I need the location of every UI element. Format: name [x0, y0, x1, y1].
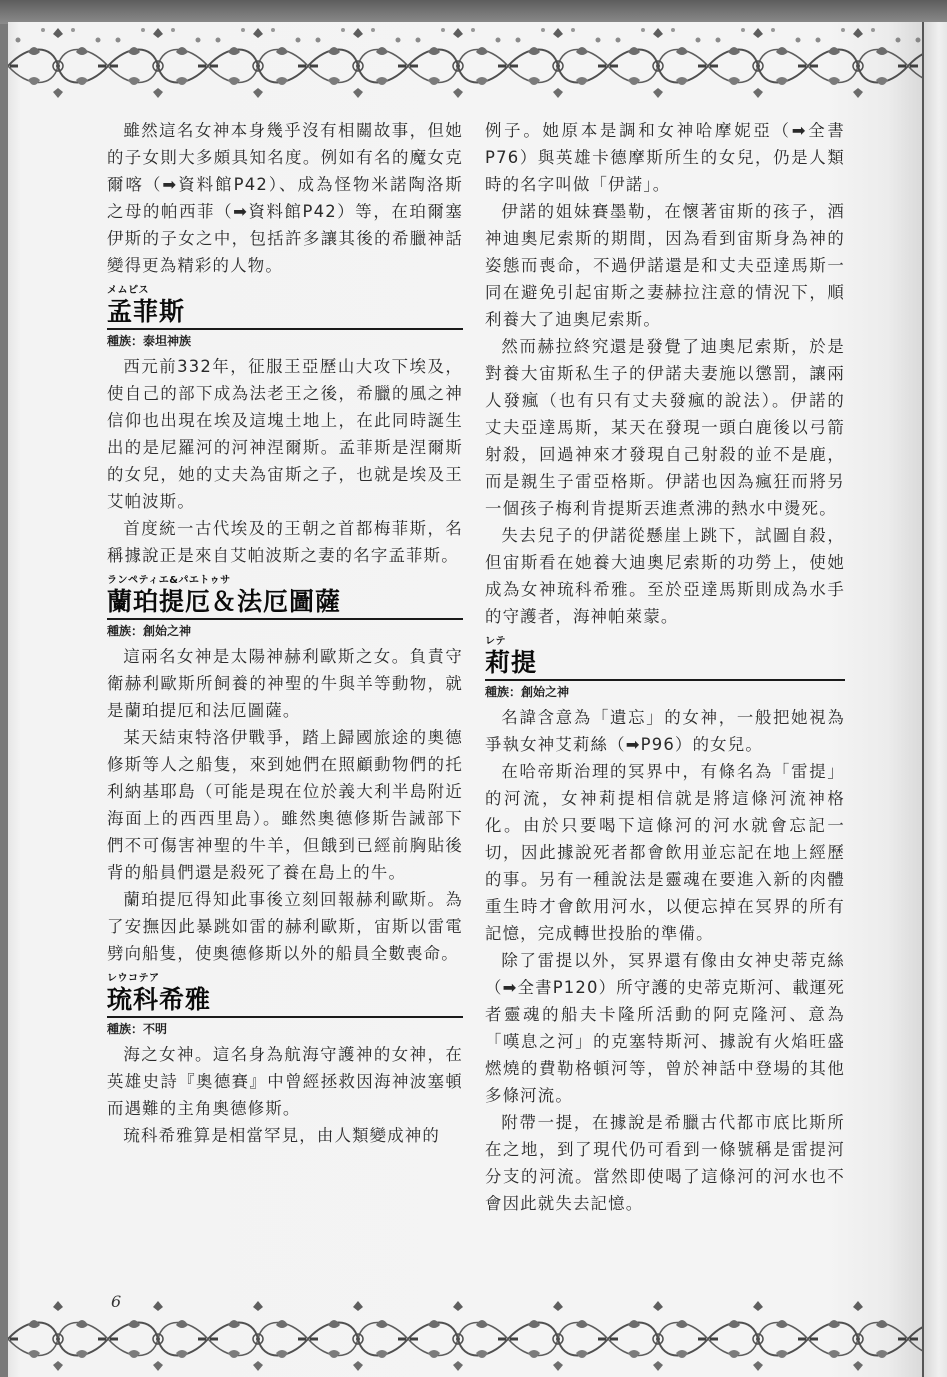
scan-top-shadow	[0, 0, 947, 24]
intro-paragraph: 雖然這名女神本身幾乎沒有相關故事，但她的子女則大多頗具知名度。例如有名的魔女克爾喀（➡資料館P42）、成為怪物米諾陶洛斯之母的帕西菲（➡資料館P42）等，在珀爾塞伊斯的子女之中，包括許多讓其後的希臘神話變得更為精彩的人物。	[107, 121, 463, 275]
entry-race: 種族：創始之神	[485, 685, 570, 699]
entry-paragraph: 某天結束特洛伊戰爭，踏上歸國旅途的奧德修斯等人之船隻，來到她們在照顧動物們的托利納基耶島（可能是現在位於義大利半島附近海面上的西西里島）。雖然奧德修斯告誡部下們不可傷害神聖的牛羊，但餓到已經前胸貼後背的船員們還是殺死了養在島上的牛。	[107, 728, 463, 882]
entry-paragraph: 在哈帝斯治理的冥界中，有條名為「雷提」的河流，女神莉提相信就是將這條河流神格化。由於只要喝下這條河的河水就會忘記一切，因此據說死者都會飲用並忘記在地上經歷的事。另有一種說法是靈魂在要進入新的肉體重生時才會飲用河水，以便忘掉在冥界的所有記憶，完成轉世投胎的準備。	[485, 762, 845, 943]
entry-race: 種族：泰坦神族	[107, 334, 192, 348]
entry-lampetie-phaethusa	[107, 575, 463, 967]
left-column	[107, 117, 463, 1149]
entry-paragraph: 附帶一提，在據說是希臘古代都市底比斯所在之地，到了現代仍可看到一條號稱是雷提河分支的河流。當然即使喝了這條河的河水也不會因此就失去記憶。	[485, 1113, 845, 1213]
entry-paragraph: 海之女神。這名身為航海守護神的女神，在英雄史詩『奧德賽』中曾經拯救因海神波塞頓而遇難的主角奧德修斯。	[107, 1045, 463, 1118]
entry-paragraph: 首度統一古代埃及的王朝之首都梅菲斯，名稱據說正是來自艾帕波斯之妻的名字孟菲斯。	[107, 519, 463, 565]
section-divider	[107, 328, 463, 330]
entry-lethe	[485, 636, 845, 1217]
entry-ruby: ランペティエ&パエトゥサ	[107, 575, 231, 586]
entry-paragraph: 蘭珀提厄得知此事後立刻回報赫利歐斯。為了安撫因此暴跳如雷的赫利歐斯，宙斯以雷電劈向船隻，使奧德修斯以外的船員全數喪命。	[107, 890, 463, 963]
section-divider	[107, 618, 463, 620]
entry-ruby: レウコテア	[107, 973, 160, 984]
entry-race: 種族：創始之神	[107, 624, 192, 638]
entry-ruby: メムピス	[107, 285, 149, 296]
section-divider	[107, 1016, 463, 1018]
entry-title: 孟菲斯	[107, 297, 186, 326]
right-column	[485, 117, 845, 1217]
entry-title: 蘭珀提厄＆法厄圖薩	[107, 587, 342, 616]
entry-paragraph: 這兩名女神是太陽神赫利歐斯之女。負責守衛赫利歐斯所飼養的神聖的牛與羊等動物，就是蘭珀提厄和法厄圖薩。	[107, 647, 463, 720]
continued-paragraph: 伊諾的姐妹賽墨勒，在懷著宙斯的孩子，酒神迪奧尼索斯的期間，因為看到宙斯身為神的姿態而喪命，不過伊諾還是和丈夫亞達馬斯一同在避免引起宙斯之妻赫拉注意的情況下，順利養大了迪奧尼索斯。	[485, 202, 845, 329]
continued-paragraph: 然而赫拉終究還是發覺了迪奧尼索斯，於是對養大宙斯私生子的伊諾夫妻施以懲罰，讓兩人發瘋（也有只有丈夫發瘋的說法）。伊諾的丈夫亞達馬斯，某天在發現一頭白鹿後以弓箭射殺，回過神來才發現自己射殺的並不是鹿，而是親生子雷亞格斯。伊諾也因為瘋狂而將另一個孩子梅利肯提斯丟進煮沸的熱水中燙死。	[485, 337, 845, 518]
entry-leucothea	[107, 973, 463, 1149]
entry-paragraph: 琉科希雅算是相當罕見，由人類變成神的	[123, 1126, 441, 1145]
ornamental-border-top-icon	[8, 22, 922, 100]
ornamental-border-bottom-icon	[8, 1285, 922, 1373]
entry-title: 琉科希雅	[107, 985, 212, 1014]
next-page-edge	[922, 22, 947, 1377]
section-divider	[485, 679, 845, 681]
entry-title: 莉提	[485, 648, 538, 677]
entry-paragraph: 名諱含意為「遺忘」的女神，一般把她視為爭執女神艾莉絲（➡P96）的女兒。	[485, 708, 845, 754]
continued-paragraph: 例子。她原本是調和女神哈摩妮亞（➡全書P76）與英雄卡德摩斯所生的女兒，仍是人類時的名字叫做「伊諾」。	[485, 121, 845, 194]
entry-memphis	[107, 285, 463, 569]
continued-paragraph: 失去兒子的伊諾從懸崖上跳下，試圖自殺，但宙斯看在她養大迪奧尼索斯的功勞上，使她成為女神琉科希雅。至於亞達馬斯則成為水手的守護者，海神帕萊蒙。	[485, 526, 845, 626]
entry-paragraph: 西元前332年，征服王亞歷山大攻下埃及，使自己的部下成為法老王之後，希臘的風之神信仰也出現在埃及這塊土地上，在此同時誕生出的是尼羅河的河神涅爾斯。孟菲斯是涅爾斯的女兒，她的丈夫為宙斯之子，也就是埃及王艾帕波斯。	[107, 357, 463, 511]
entry-paragraph: 除了雷提以外，冥界還有像由女神史蒂克絲（➡全書P120）所守護的史蒂克斯河、載運死者靈魂的船夫卡隆所活動的阿克隆河、意為「嘆息之河」的克塞特斯河、據說有火焰旺盛燃燒的費勒格頓河等，曾於神話中登場的其他多條河流。	[485, 951, 845, 1105]
entry-ruby: レテ	[485, 636, 506, 647]
entry-race: 種族：不明	[107, 1022, 168, 1036]
